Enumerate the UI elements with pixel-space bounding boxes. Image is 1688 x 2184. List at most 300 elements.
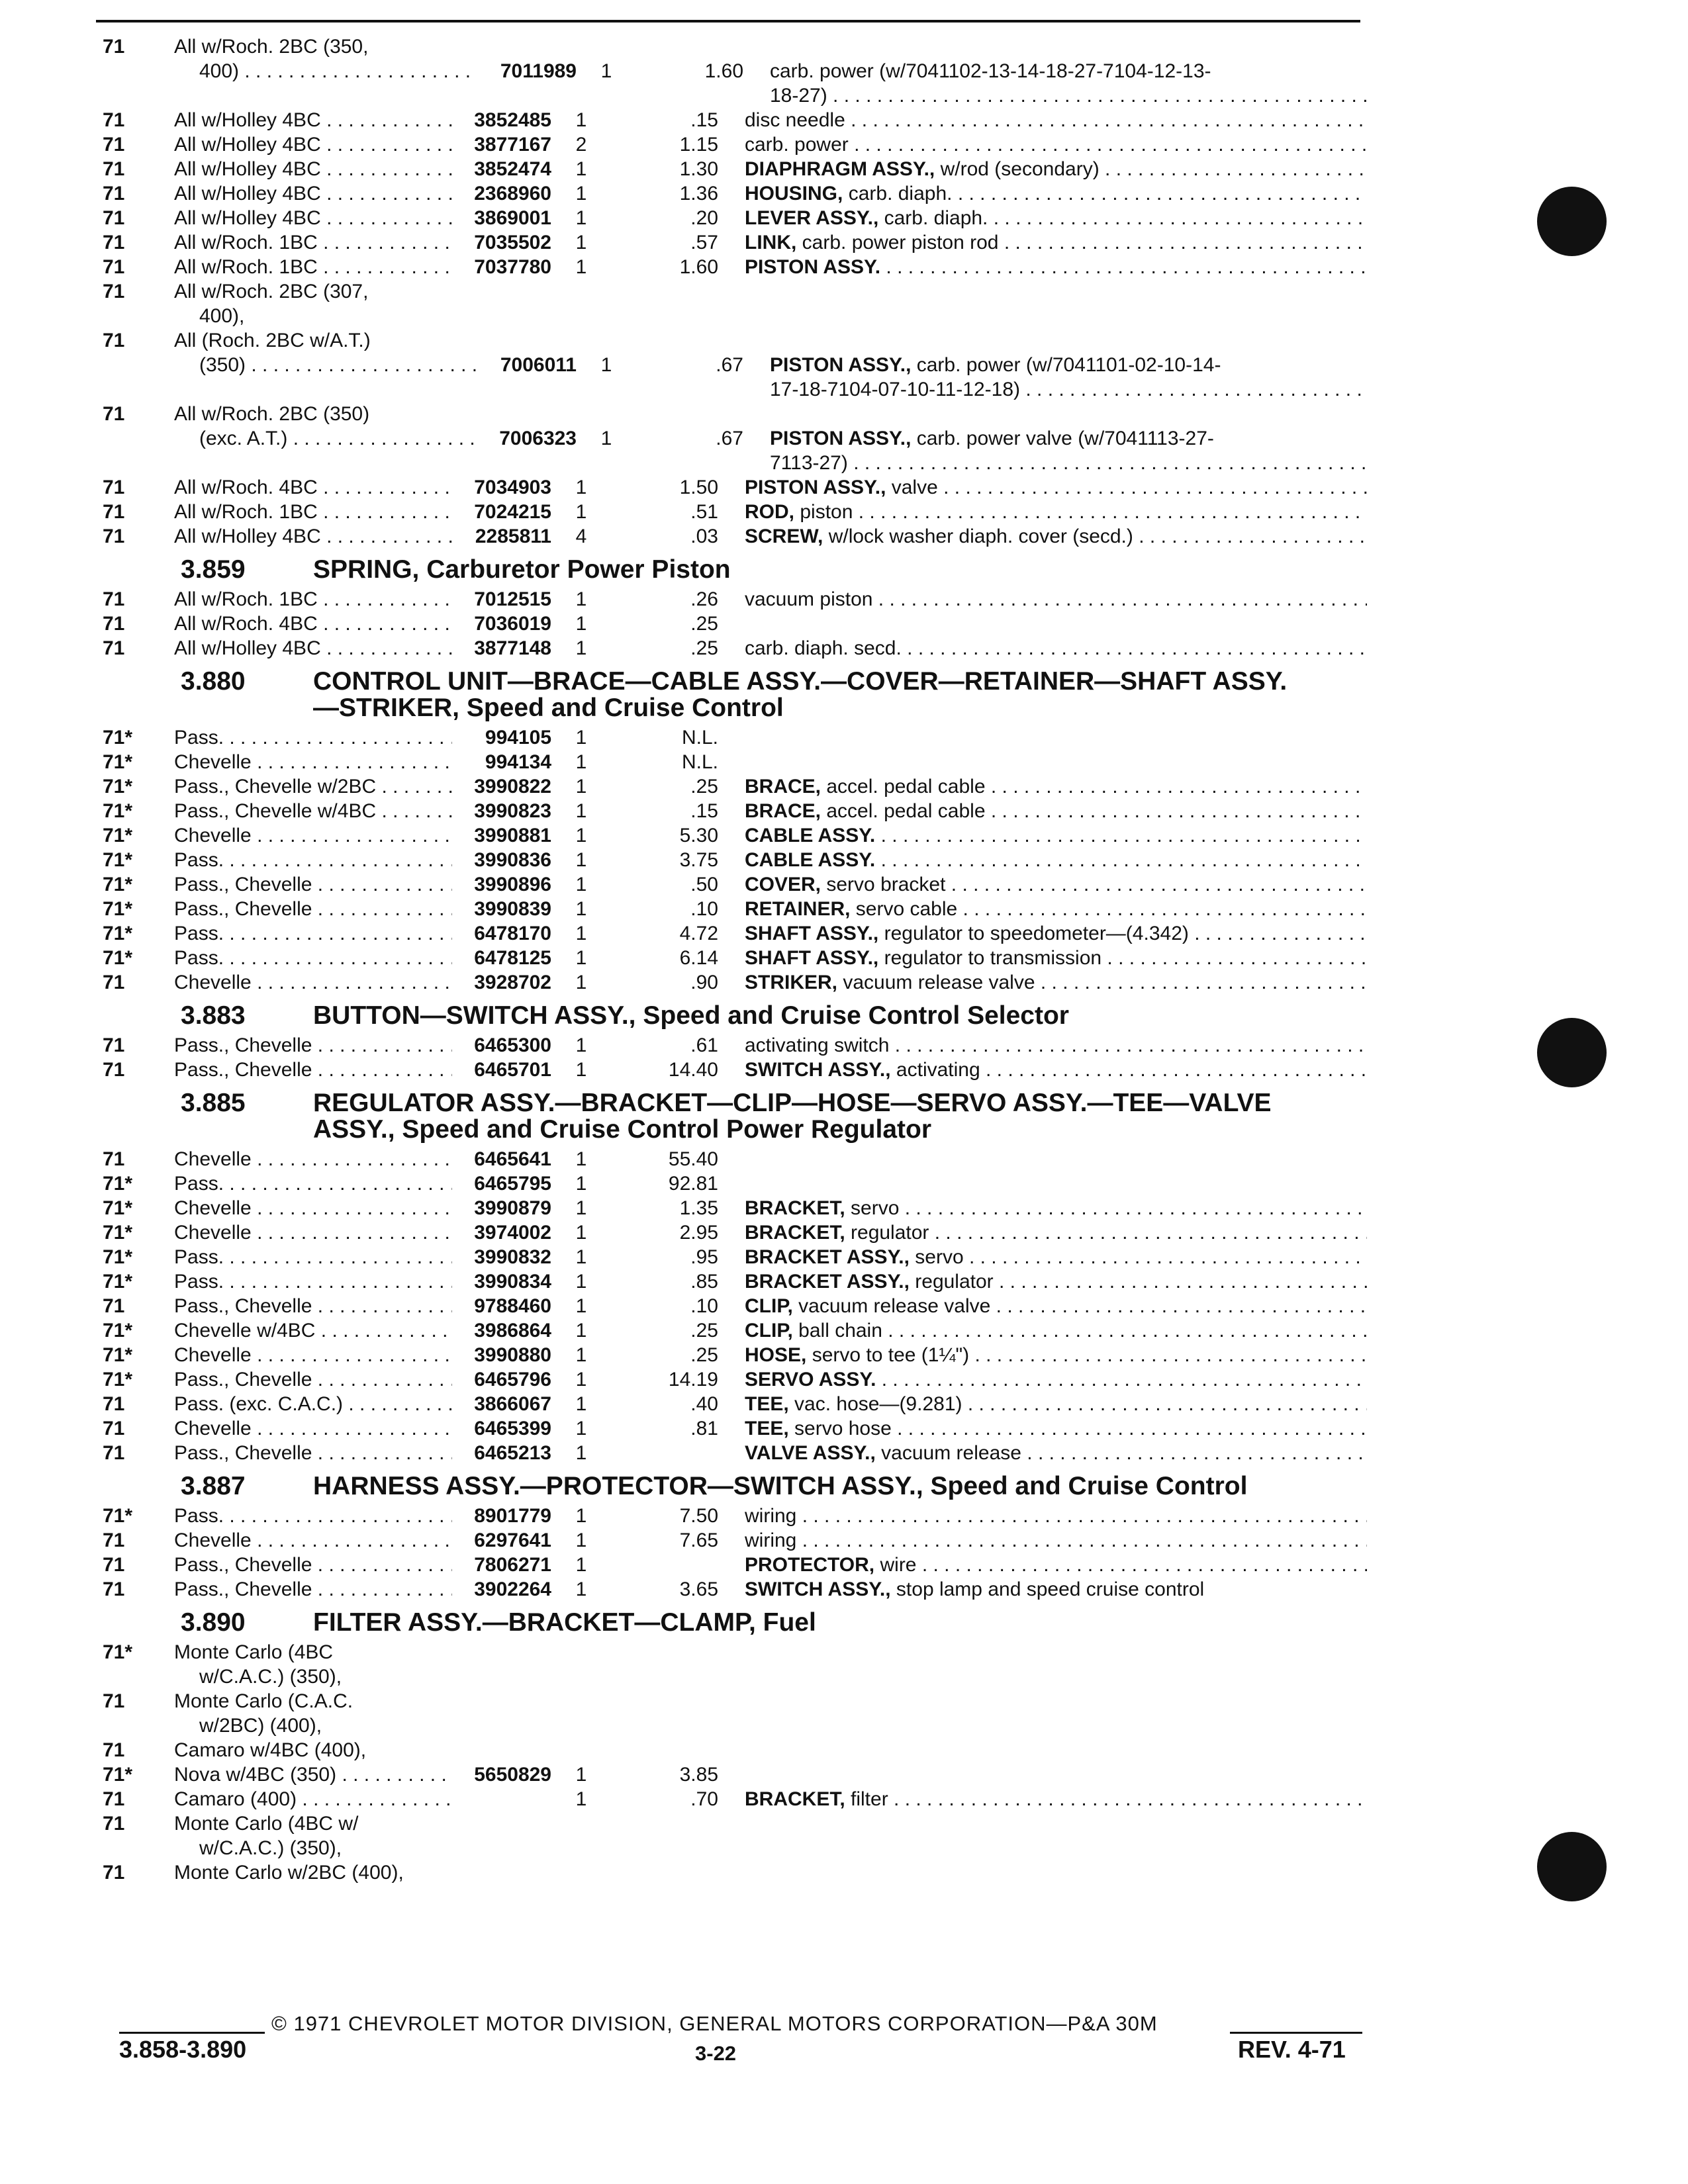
price-cell: .90 xyxy=(690,972,718,993)
quantity-cell: 1 xyxy=(575,1197,587,1219)
section-heading xyxy=(96,668,1367,721)
part-description: accel. pedal cable xyxy=(826,776,986,797)
model-cell: Pass., Chevelle . . . xyxy=(174,872,452,897)
section-title: CONTROL UNIT—BRACE—CABLE ASSY.—COVER—RETAINER—SHAFT ASSY.—STRIKER, Speed and Cruise Control xyxy=(313,667,1288,722)
price-cell: .61 xyxy=(690,1034,718,1056)
table-row xyxy=(96,255,1367,279)
table-row xyxy=(96,157,1367,181)
section-heading xyxy=(96,1473,1367,1500)
price-cell: 3.85 xyxy=(679,1764,718,1786)
part-description: carb. power (w/7041102-13-14-18-27-7104-12-13- xyxy=(770,60,1211,82)
section-heading xyxy=(96,1003,1367,1029)
table-row xyxy=(96,206,1367,230)
table-row xyxy=(96,774,1367,799)
price-cell: .20 xyxy=(690,207,718,229)
description-cell xyxy=(745,774,1367,799)
description-cell xyxy=(745,1245,1367,1269)
table-row xyxy=(96,524,1367,549)
year-cell: 71 xyxy=(103,1295,125,1317)
part-name: SCREW, xyxy=(745,525,823,547)
table-row xyxy=(96,1318,1367,1343)
model-cell: All w/Holley 4BC . . . xyxy=(174,108,452,132)
part-description: carb. power xyxy=(745,134,849,156)
binder-hole-top xyxy=(1537,187,1607,256)
quantity-cell: 1 xyxy=(575,207,587,229)
quantity-cell: 1 xyxy=(575,1059,587,1081)
price-cell: 1.50 xyxy=(679,477,718,498)
description-cell xyxy=(745,475,1367,500)
year-cell: 71 xyxy=(103,109,125,131)
quantity-cell: 1 xyxy=(575,158,587,180)
model-cell: Chevelle . . . xyxy=(174,1528,452,1553)
part-description: w/rod (secondary) xyxy=(940,158,1100,180)
part-number-cell: 7006323 xyxy=(499,428,577,449)
table-row xyxy=(96,59,1367,83)
model-cell: (exc. A.T.) . . . xyxy=(174,426,477,451)
part-name: DIAPHRAGM ASSY., xyxy=(745,158,935,180)
year-cell: 71* xyxy=(103,1222,133,1244)
model-cell: Chevelle . . . xyxy=(174,970,452,995)
footer-rule-left xyxy=(119,2032,265,2034)
year-cell: 71 xyxy=(103,1739,125,1761)
quantity-cell: 1 xyxy=(575,1442,587,1464)
table-row xyxy=(96,1689,1367,1713)
part-name: RETAINER, xyxy=(745,898,851,920)
part-description: vacuum release xyxy=(881,1442,1021,1464)
year-cell: 71 xyxy=(103,330,125,351)
part-number-cell: 7037780 xyxy=(474,256,551,278)
price-cell: 14.19 xyxy=(668,1369,718,1390)
table-row xyxy=(96,304,1367,328)
part-description: stop lamp and speed cruise control xyxy=(896,1578,1205,1600)
year-cell: 71 xyxy=(103,588,125,610)
table-row xyxy=(96,377,1367,402)
part-name: BRACE, xyxy=(745,800,821,822)
part-name: PISTON ASSY. xyxy=(745,256,881,278)
part-description: vacuum release valve xyxy=(798,1295,991,1317)
price-cell: 1.36 xyxy=(679,183,718,205)
part-name: SWITCH ASSY., xyxy=(745,1059,891,1081)
quantity-cell: 1 xyxy=(575,1344,587,1366)
price-cell: 1.30 xyxy=(679,158,718,180)
table-row xyxy=(96,1196,1367,1220)
table-row xyxy=(96,750,1367,774)
description-cell xyxy=(745,157,1367,181)
year-cell: 71 xyxy=(103,158,125,180)
part-number-cell: 3990839 xyxy=(474,898,551,920)
part-description: activating switch xyxy=(745,1034,890,1056)
price-cell: 7.65 xyxy=(679,1529,718,1551)
year-cell: 71 xyxy=(103,256,125,278)
part-description: carb. diaph. secd. xyxy=(745,637,902,659)
price-cell: N.L. xyxy=(681,751,718,773)
part-name: BRACKET ASSY., xyxy=(745,1246,910,1268)
description-cell xyxy=(745,1318,1367,1343)
table-row xyxy=(96,230,1367,255)
footer-copyright: © 1971 CHEVROLET MOTOR DIVISION, GENERAL MOTORS CORPORATION—P&A 30M xyxy=(271,2012,1158,2035)
model-cell: Chevelle . . . xyxy=(174,1416,452,1441)
year-cell: 71 xyxy=(103,1148,125,1170)
price-cell: 1.35 xyxy=(679,1197,718,1219)
year-cell: 71 xyxy=(103,1059,125,1081)
quantity-cell: 1 xyxy=(575,825,587,846)
section-heading xyxy=(96,1610,1367,1636)
table-row xyxy=(96,279,1367,304)
quantity-cell: 1 xyxy=(575,613,587,635)
table-row xyxy=(96,181,1367,206)
description-cell xyxy=(745,872,1367,897)
price-cell: 1.15 xyxy=(679,134,718,156)
table-row xyxy=(96,1640,1367,1664)
part-number-cell: 3990881 xyxy=(474,825,551,846)
part-name: LINK, xyxy=(745,232,797,253)
quantity-cell: 1 xyxy=(575,1529,587,1551)
year-cell: 71* xyxy=(103,1246,133,1268)
description-cell xyxy=(745,524,1367,549)
part-number-cell: 3928702 xyxy=(474,972,551,993)
quantity-cell: 1 xyxy=(575,588,587,610)
part-description: 18-27) xyxy=(770,85,827,107)
table-row xyxy=(96,426,1367,451)
footer-revision: REV. 4-71 xyxy=(1238,2036,1346,2063)
model-cell: All (Roch. 2BC w/A.T.) xyxy=(174,330,371,351)
description-cell xyxy=(745,799,1367,823)
part-number-cell: 3852485 xyxy=(474,109,551,131)
model-cell: Camaro w/4BC (400), xyxy=(174,1739,367,1761)
quantity-cell: 1 xyxy=(575,1505,587,1527)
part-number-cell: 3902264 xyxy=(474,1578,551,1600)
year-cell: 71 xyxy=(103,1578,125,1600)
table-row xyxy=(96,587,1367,612)
description-cell xyxy=(745,206,1367,230)
part-name: CABLE ASSY. xyxy=(745,849,876,871)
description-cell xyxy=(745,1269,1367,1294)
description-cell xyxy=(745,636,1367,660)
part-number-cell: 7024215 xyxy=(474,501,551,523)
table-row xyxy=(96,897,1367,921)
part-name: HOUSING, xyxy=(745,183,843,205)
description-cell xyxy=(745,451,1367,475)
part-number-cell: 7011989 xyxy=(500,60,577,82)
model-cell: Pass., Chevelle w/4BC . . . xyxy=(174,799,452,823)
part-description: regulator xyxy=(851,1222,929,1244)
quantity-cell: 1 xyxy=(575,232,587,253)
table-row xyxy=(96,328,1367,353)
price-cell: .15 xyxy=(690,109,718,131)
year-cell: 71* xyxy=(103,800,133,822)
top-rule xyxy=(96,20,1360,23)
model-cell: Pass., Chevelle . . . xyxy=(174,1033,452,1058)
year-cell: 71 xyxy=(103,501,125,523)
year-cell: 71 xyxy=(103,1788,125,1810)
model-cell: Pass. (exc. C.A.C.) . . . xyxy=(174,1392,452,1416)
part-name: BRACE, xyxy=(745,776,821,797)
description-cell xyxy=(745,1577,1367,1602)
year-cell: 71* xyxy=(103,874,133,895)
quantity-cell: 1 xyxy=(600,354,612,376)
model-cell: All w/Roch. 2BC (350) xyxy=(174,403,370,425)
section-number: 3.880 xyxy=(181,667,246,696)
model-cell: Pass., Chevelle w/2BC . . . xyxy=(174,774,452,799)
price-cell: .25 xyxy=(690,613,718,635)
part-name: LEVER ASSY., xyxy=(745,207,879,229)
table-row xyxy=(96,1836,1367,1860)
price-cell: 2.95 xyxy=(679,1222,718,1244)
part-number-cell: 7036019 xyxy=(474,613,551,635)
part-name: CLIP, xyxy=(745,1320,793,1342)
price-cell: 92.81 xyxy=(668,1173,718,1195)
year-cell: 71* xyxy=(103,1764,133,1786)
part-number-cell: 5650829 xyxy=(474,1764,551,1786)
model-cell: All w/Holley 4BC . . . xyxy=(174,636,452,660)
model-cell: Chevelle . . . xyxy=(174,1220,452,1245)
part-description: carb. diaph. xyxy=(848,183,953,205)
part-number-cell: 8901779 xyxy=(474,1505,551,1527)
model-cell: Pass. . . . xyxy=(174,725,452,750)
part-name: BRACKET, xyxy=(745,1788,845,1810)
year-cell: 71 xyxy=(103,1442,125,1464)
quantity-cell: 1 xyxy=(575,898,587,920)
part-number-cell: 3852474 xyxy=(474,158,551,180)
part-number-cell: 3986864 xyxy=(474,1320,551,1342)
part-description: servo bracket xyxy=(826,874,946,895)
model-cell: Pass., Chevelle . . . xyxy=(174,1577,452,1602)
part-number-cell: 3974002 xyxy=(474,1222,551,1244)
year-cell: 71 xyxy=(103,207,125,229)
quantity-cell: 1 xyxy=(575,256,587,278)
model-cell: Nova w/4BC (350) . . . xyxy=(174,1762,452,1787)
quantity-cell: 2 xyxy=(575,134,587,156)
table-row xyxy=(96,1294,1367,1318)
part-description: wiring xyxy=(745,1529,797,1551)
description-cell xyxy=(745,1196,1367,1220)
footer-rule-right xyxy=(1230,2032,1362,2034)
part-description: 17-18-7104-07-10-11-12-18) xyxy=(770,379,1021,400)
part-name: PISTON ASSY., xyxy=(745,477,886,498)
quantity-cell: 1 xyxy=(575,1271,587,1293)
description-cell xyxy=(745,1058,1367,1082)
model-cell: Pass. . . . xyxy=(174,848,452,872)
price-cell: .10 xyxy=(690,898,718,920)
table-row xyxy=(96,921,1367,946)
year-cell: 71* xyxy=(103,849,133,871)
description-cell xyxy=(745,587,1367,612)
price-cell: .67 xyxy=(716,428,743,449)
part-number-cell: 994105 xyxy=(485,727,551,749)
description-cell xyxy=(770,353,1367,377)
quantity-cell: 1 xyxy=(575,1578,587,1600)
section-title: FILTER ASSY.—BRACKET—CLAMP, Fuel xyxy=(313,1608,816,1637)
price-cell: .25 xyxy=(690,637,718,659)
quantity-cell: 1 xyxy=(575,776,587,797)
table-row xyxy=(96,725,1367,750)
table-row xyxy=(96,970,1367,995)
part-name: CABLE ASSY. xyxy=(745,825,876,846)
description-cell xyxy=(745,108,1367,132)
description-cell xyxy=(745,897,1367,921)
description-cell xyxy=(745,848,1367,872)
table-row xyxy=(96,1811,1367,1836)
part-name: BRACKET, xyxy=(745,1222,845,1244)
binder-hole-bottom xyxy=(1537,1832,1607,1901)
part-number-cell: 6478170 xyxy=(474,923,551,944)
part-description: servo hose xyxy=(794,1418,892,1439)
description-cell xyxy=(745,1367,1367,1392)
part-number-cell: 7034903 xyxy=(474,477,551,498)
table-row xyxy=(96,799,1367,823)
year-cell: 71* xyxy=(103,751,133,773)
footer-page-number: 3-22 xyxy=(695,2042,737,2065)
model-cell: All w/Holley 4BC . . . xyxy=(174,524,452,549)
year-cell: 71 xyxy=(103,232,125,253)
part-name: STRIKER, xyxy=(745,972,838,993)
quantity-cell: 1 xyxy=(575,1369,587,1390)
part-number-cell: 6465641 xyxy=(474,1148,551,1170)
table-row xyxy=(96,83,1367,108)
table-row xyxy=(96,1528,1367,1553)
part-description: regulator xyxy=(915,1271,994,1293)
part-description: 7113-27) xyxy=(770,452,848,474)
table-row xyxy=(96,1664,1367,1689)
quantity-cell: 1 xyxy=(575,849,587,871)
section-number: 3.890 xyxy=(181,1608,246,1637)
part-description: activating xyxy=(896,1059,980,1081)
model-cell: Monte Carlo (C.A.C. xyxy=(174,1690,353,1712)
description-cell xyxy=(745,1528,1367,1553)
price-cell: 3.75 xyxy=(679,849,718,871)
table-row xyxy=(96,1343,1367,1367)
model-cell: Pass., Chevelle . . . xyxy=(174,1553,452,1577)
table-row xyxy=(96,1171,1367,1196)
description-cell xyxy=(745,1392,1367,1416)
part-name: ROD, xyxy=(745,501,794,523)
binder-hole-middle xyxy=(1537,1018,1607,1087)
part-number-cell: 7006011 xyxy=(500,354,577,376)
table-row xyxy=(96,132,1367,157)
model-cell: Chevelle w/4BC . . . xyxy=(174,1318,452,1343)
year-cell: 71 xyxy=(103,183,125,205)
year-cell: 71 xyxy=(103,1529,125,1551)
part-description: carb. power (w/7041101-02-10-14- xyxy=(916,354,1221,376)
price-cell: .51 xyxy=(690,501,718,523)
part-name: SERVO ASSY. xyxy=(745,1369,876,1390)
part-name: CLIP, xyxy=(745,1295,793,1317)
table-row xyxy=(96,612,1367,636)
description-cell xyxy=(745,1220,1367,1245)
part-number-cell: 6465213 xyxy=(474,1442,551,1464)
year-cell: 71* xyxy=(103,1344,133,1366)
quantity-cell: 1 xyxy=(575,1148,587,1170)
model-cell: All w/Roch. 2BC (307, xyxy=(174,281,369,302)
part-description: w/lock washer diaph. cover (secd.) xyxy=(828,525,1133,547)
quantity-cell: 1 xyxy=(600,60,612,82)
description-cell xyxy=(745,230,1367,255)
part-description: accel. pedal cable xyxy=(826,800,986,822)
table-row xyxy=(96,823,1367,848)
year-cell: 71 xyxy=(103,525,125,547)
table-row xyxy=(96,636,1367,660)
part-description: regulator to transmission xyxy=(884,947,1102,969)
model-cell: Camaro (400) . . . xyxy=(174,1787,452,1811)
year-cell: 71 xyxy=(103,1813,125,1835)
quantity-cell: 1 xyxy=(600,428,612,449)
part-description: carb. diaph. xyxy=(884,207,988,229)
section-title: SPRING, Carburetor Power Piston xyxy=(313,555,731,584)
part-name: PISTON ASSY., xyxy=(770,428,912,449)
part-description: valve xyxy=(891,477,938,498)
part-number-cell: 3990880 xyxy=(474,1344,551,1366)
price-cell: .50 xyxy=(690,874,718,895)
section-title: HARNESS ASSY.—PROTECTOR—SWITCH ASSY., Speed and Cruise Control xyxy=(313,1472,1248,1500)
model-cell: Chevelle . . . xyxy=(174,750,452,774)
part-number-cell: 6465796 xyxy=(474,1369,551,1390)
quantity-cell: 1 xyxy=(575,923,587,944)
price-cell: .57 xyxy=(690,232,718,253)
part-number-cell: 3990822 xyxy=(474,776,551,797)
description-cell xyxy=(745,181,1367,206)
part-number-cell: 3877167 xyxy=(474,134,551,156)
part-number-cell: 2368960 xyxy=(474,183,551,205)
part-description: servo to tee (1¼") xyxy=(812,1344,970,1366)
description-cell xyxy=(745,83,1367,108)
part-description: vacuum piston xyxy=(745,588,873,610)
model-cell: w/2BC) (400), xyxy=(199,1715,322,1737)
table-row xyxy=(96,1147,1367,1171)
model-cell: Pass., Chevelle . . . xyxy=(174,1367,452,1392)
description-cell xyxy=(745,132,1367,157)
description-cell xyxy=(745,946,1367,970)
quantity-cell: 1 xyxy=(575,1222,587,1244)
part-number-cell: 6465399 xyxy=(474,1418,551,1439)
part-number-cell: 994134 xyxy=(485,751,551,773)
quantity-cell: 1 xyxy=(575,637,587,659)
footer-section-range: 3.858-3.890 xyxy=(119,2036,247,2063)
part-number-cell: 7012515 xyxy=(474,588,551,610)
year-cell: 71* xyxy=(103,1197,133,1219)
section-number: 3.883 xyxy=(181,1001,246,1030)
model-cell: Monte Carlo w/2BC (400), xyxy=(174,1862,404,1884)
section-heading xyxy=(96,557,1367,583)
part-description: filter xyxy=(851,1788,888,1810)
description-cell xyxy=(745,1553,1367,1577)
quantity-cell: 1 xyxy=(575,1554,587,1576)
part-name: TEE, xyxy=(745,1393,789,1415)
table-row xyxy=(96,402,1367,426)
description-cell xyxy=(745,1294,1367,1318)
part-number-cell: 3990896 xyxy=(474,874,551,895)
model-cell: Pass., Chevelle . . . xyxy=(174,1441,452,1465)
part-number-cell: 3866067 xyxy=(474,1393,551,1415)
price-cell: 1.60 xyxy=(704,60,743,82)
model-cell: Chevelle . . . xyxy=(174,1147,452,1171)
part-name: TEE, xyxy=(745,1418,789,1439)
quantity-cell: 1 xyxy=(575,751,587,773)
year-cell: 71 xyxy=(103,637,125,659)
part-name: BRACKET ASSY., xyxy=(745,1271,910,1293)
quantity-cell: 1 xyxy=(575,874,587,895)
part-number-cell: 6478125 xyxy=(474,947,551,969)
model-cell: All w/Roch. 1BC . . . xyxy=(174,255,452,279)
quantity-cell: 1 xyxy=(575,947,587,969)
quantity-cell: 1 xyxy=(575,501,587,523)
part-name: VALVE ASSY., xyxy=(745,1442,876,1464)
quantity-cell: 1 xyxy=(575,183,587,205)
section-title: REGULATOR ASSY.—BRACKET—CLIP—HOSE—SERVO ASSY.—TEE—VALVE ASSY., Speed and Cruise Control Power Regulator xyxy=(313,1089,1272,1144)
model-cell: All w/Roch. 4BC . . . xyxy=(174,475,452,500)
year-cell: 71* xyxy=(103,898,133,920)
model-cell: All w/Holley 4BC . . . xyxy=(174,157,452,181)
year-cell: 71 xyxy=(103,134,125,156)
